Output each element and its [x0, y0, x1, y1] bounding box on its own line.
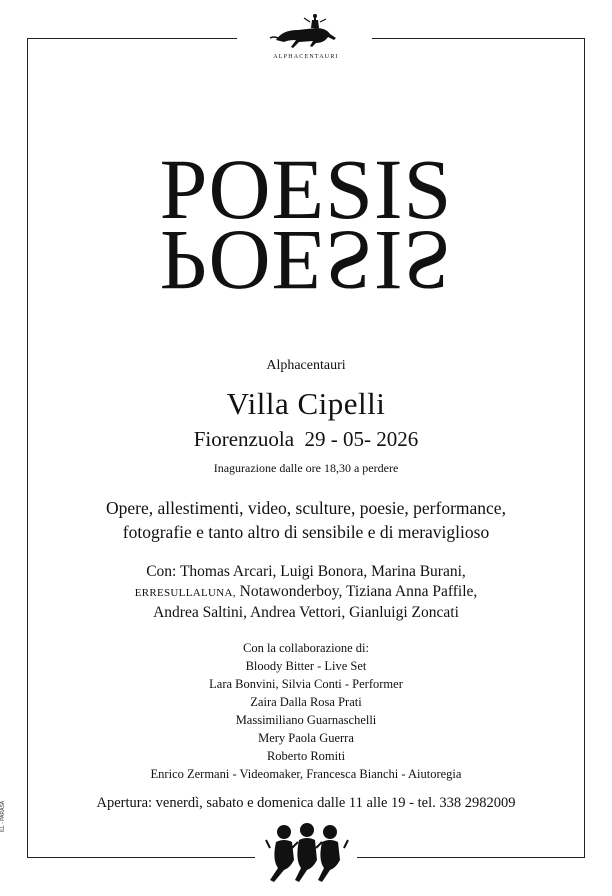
collaborator: Lara Bonvini, Silvia Conti - Performer — [209, 677, 403, 691]
collaboration-heading: Con la collaborazione di: — [242, 641, 369, 655]
opening-hours: Apertura: venerdì, sabato e domenica dalle 11 alle 19 - tel. 338 2982009 — [96, 795, 516, 811]
collaboration-list — [0, 639, 612, 783]
artists-line: Andrea Saltini, Andrea Vettori, Gianluigi Zoncati — [153, 604, 459, 621]
collaborator: Massimiliano Guarnaschelli — [235, 713, 377, 727]
frame-bottom-left — [27, 857, 255, 858]
artists-line-rest: Notawonderboy, Tiziana Anna Paffile, — [235, 583, 478, 600]
description-line: Opere, allestimenti, video, sculture, poesie, performance, — [106, 498, 506, 518]
description-line: fotografie e tanto altro di sensibile e di meraviglioso — [122, 522, 490, 542]
organizer: Alphacentauri — [266, 358, 346, 373]
frame-bottom-right — [357, 857, 585, 858]
poster-title: POESIS — [159, 141, 453, 237]
venue-name: Villa Cipelli — [226, 386, 386, 421]
collaborator: Mery Paola Guerra — [258, 731, 354, 745]
artists-line — [0, 582, 612, 603]
collaborator: Zaira Dalla Rosa Prati — [250, 695, 362, 709]
three-figures-icon — [262, 818, 352, 886]
collaborator: Enrico Zermani - Videomaker, Francesca Bianchi - Aiutoregia — [150, 767, 462, 781]
artists-line: Con: Thomas Arcari, Luigi Bonora, Marina Burani, — [146, 563, 466, 580]
collaborator: Bloody Bitter - Live Set — [245, 659, 367, 673]
centaur-icon — [266, 12, 346, 52]
brand-logo — [262, 12, 350, 67]
artists-list — [0, 562, 612, 623]
description — [0, 496, 612, 544]
bottom-logo — [262, 818, 352, 886]
collaborator: Roberto Romiti — [266, 749, 346, 763]
poster-title-mirrored: POESIS — [159, 213, 453, 309]
city-date-line — [0, 427, 612, 452]
city: Fiorenzuola — [193, 427, 295, 451]
frame-top-right — [372, 38, 585, 39]
frame-top-left — [27, 38, 237, 39]
side-credit: ILL - PARASA — [0, 800, 6, 832]
artist-caps: ERRESULLALUNA, — [134, 587, 236, 599]
event-date: 29 - 05- 2026 — [304, 427, 419, 451]
brand-name: ALPHACENTAURI — [273, 54, 339, 60]
inauguration-note: Inagurazione dalle ore 18,30 a perdere — [213, 461, 399, 475]
